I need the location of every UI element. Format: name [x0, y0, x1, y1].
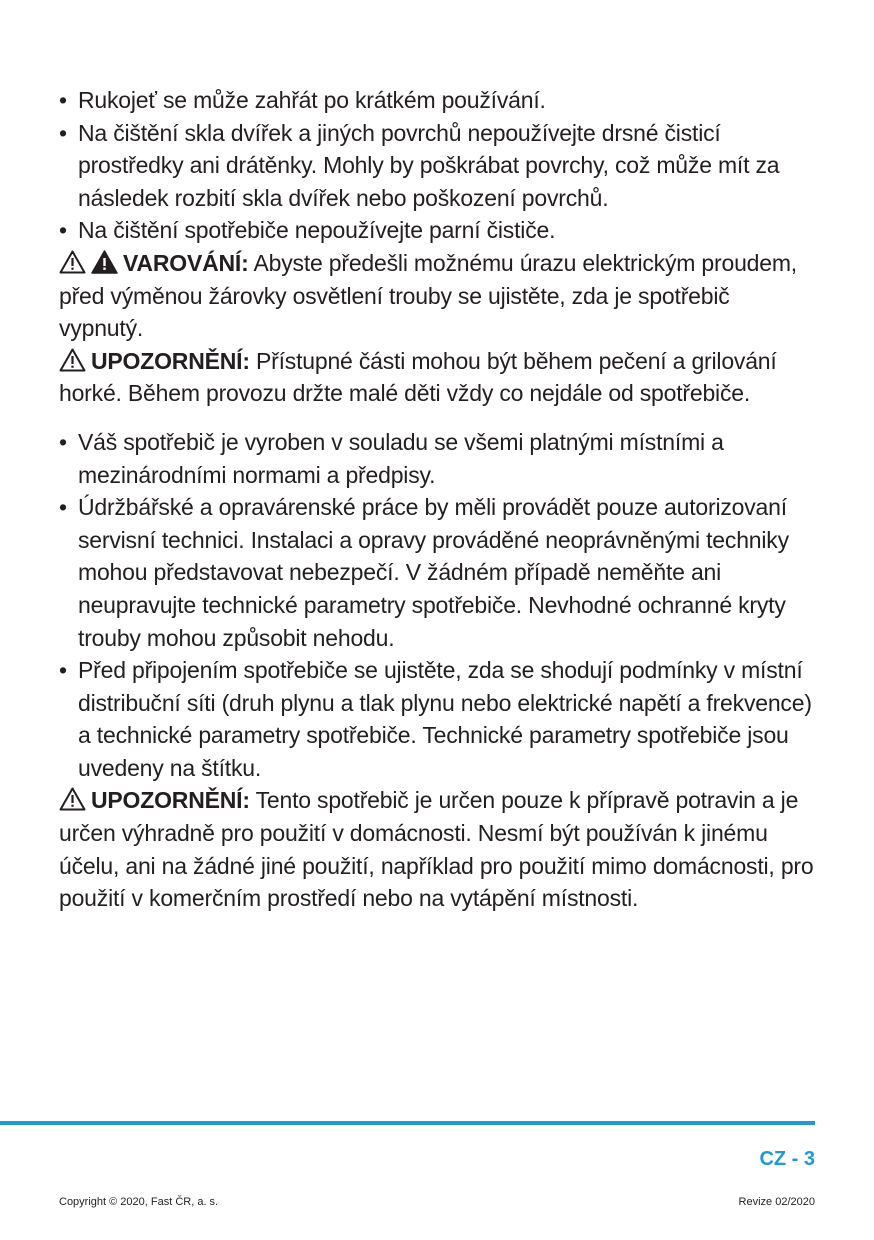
bullet-list-1	[59, 84, 819, 247]
warning-paragraph	[59, 247, 819, 345]
caution-paragraph-1	[59, 345, 819, 410]
bullet-list-2	[59, 426, 819, 785]
warning-outline-icon	[59, 787, 86, 811]
caution-text: Tento spotřebič je určen pouze k přípravě potravin a je určen výhradně pro použití v domácnosti. Nesmí být používán k jinému účelu, ani na žádné jiné použití, například pro použití mimo domácnosti, pro použití v komerčním prostředí nebo na vytápění místnosti.	[59, 787, 814, 912]
revision-text: Revize 02/2020	[738, 1196, 815, 1208]
page-content	[59, 84, 819, 915]
caution-label: UPOZORNĚNÍ:	[91, 787, 250, 814]
list-item-text: Údržbářské a opravárenské práce by měli provádět pouze autorizovaní servisní technici. Instalaci a opravy prováděné neoprávněnými techniky mohou představovat nebezpečí. V žádném případě neměňte ani neupravujte technické parametry spotřebiče. Nevhodné ochranné kryty trouby mohou způsobit nehodu.	[78, 494, 789, 651]
warning-label: VAROVÁNÍ:	[123, 249, 249, 276]
list-item-text: Váš spotřebič je vyroben v souladu se všemi platnými místními a mezinárodními normami a předpisy.	[78, 428, 724, 488]
list-item-text: Na čištění spotřebiče nepoužívejte parní čističe.	[78, 217, 556, 244]
list-item: • Rukojeť se může zahřát po krátkém používání.	[59, 87, 546, 113]
caution-label: UPOZORNĚNÍ:	[91, 347, 250, 374]
page-number: CZ - 3	[759, 1148, 815, 1170]
caution-paragraph-2	[59, 784, 819, 914]
list-item-text: Na čištění skla dvířek a jiných povrchů nepoužívejte drsné čisticí prostředky ani drátěnky. Mohly by poškrábat povrchy, což může mít za následek rozbití skla dvířek nebo poškození povrchů.	[78, 119, 780, 211]
list-item: • Před připojením spotřebiče se ujistěte, zda se shodují podmínky v místní distribuční síti (druh plynu a tlak plynu nebo elektrické napětí a frekvence) a technické parametry spotřebiče. Technické parametry spotřebiče jsou uvedeny na štítku.	[59, 657, 812, 781]
list-item-text: Před připojením spotřebiče se ujistěte, zda se shodují podmínky v místní distribuční síti (druh plynu a tlak plynu nebo elektrické napětí a frekvence) a technické parametry spotřebiče. Technické parametry spotřebiče jsou uvedeny na štítku.	[78, 657, 812, 781]
footer-divider	[0, 1121, 815, 1125]
warning-outline-icon	[59, 348, 86, 372]
caution-text: Přístupné části mohou být během pečení a grilování horké. Během provozu držte malé děti vždy co nejdále od spotřebiče.	[59, 347, 777, 407]
list-item: • Na čištění spotřebiče nepoužívejte parní čističe.	[59, 217, 556, 244]
warning-outline-icon	[59, 250, 86, 274]
copyright-text: Copyright © 2020, Fast ČR, a. s.	[59, 1196, 219, 1208]
warning-text: Abyste předešli možnému úrazu elektrickým proudem, před výměnou žárovky osvětlení trouby se ujistěte, zda je spotřebič vypnutý.	[59, 249, 797, 342]
list-item-text: Rukojeť se může zahřát po krátkém používání.	[78, 87, 546, 113]
list-item: • Údržbářské a opravárenské práce by měli provádět pouze autorizovaní servisní technici. Instalaci a opravy prováděné neoprávněnými techniky mohou představovat nebezpečí. V žádném případě neměňte ani neupravujte technické parametry spotřebiče. Nevhodné ochranné kryty trouby mohou způsobit nehodu.	[59, 494, 789, 651]
list-item: • Váš spotřebič je vyroben v souladu se všemi platnými místními a mezinárodními normami a předpisy.	[59, 428, 724, 488]
list-item: • Na čištění skla dvířek a jiných povrchů nepoužívejte drsné čisticí prostředky ani drátěnky. Mohly by poškrábat povrchy, což může mít za následek rozbití skla dvířek nebo poškození povrchů.	[59, 119, 780, 211]
warning-filled-icon	[91, 250, 118, 274]
